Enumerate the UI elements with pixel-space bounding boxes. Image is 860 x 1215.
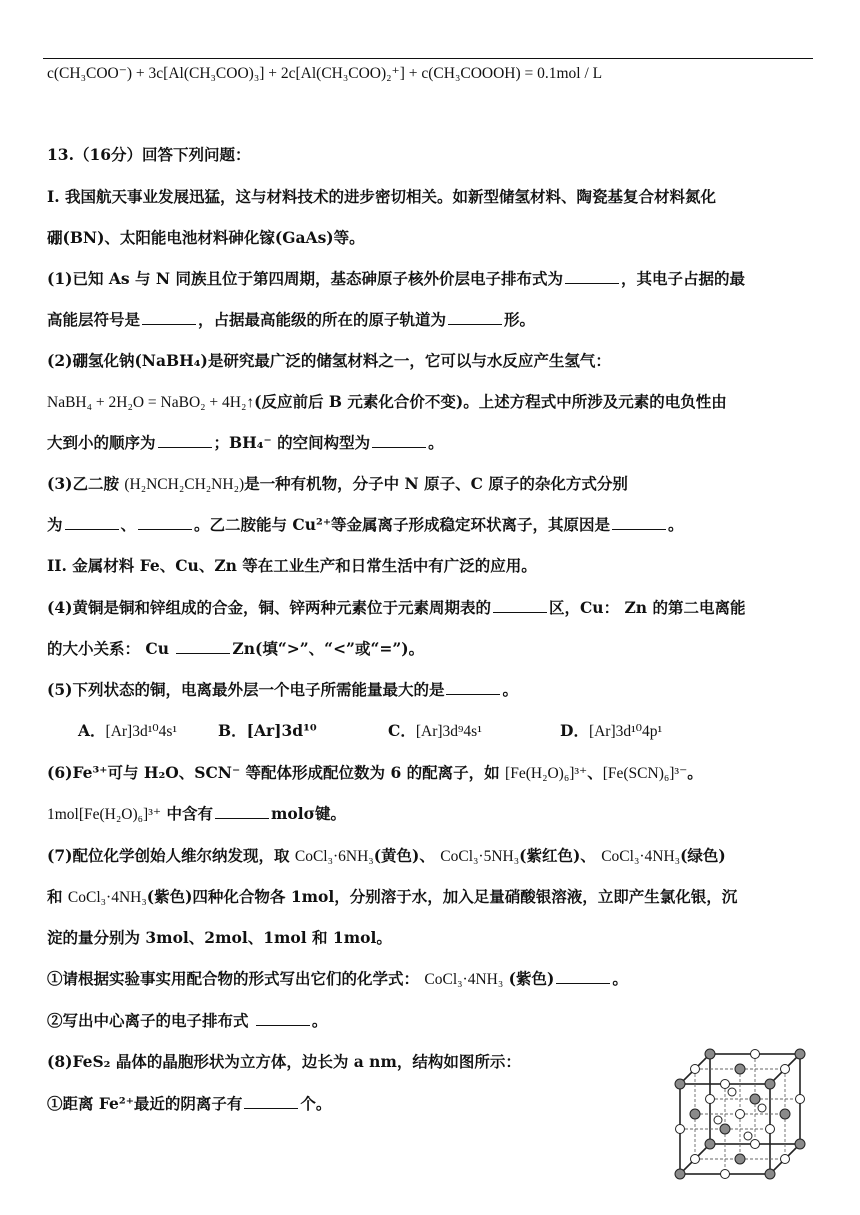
question-13-title: 13.（16分）回答下列问题： [47, 145, 251, 164]
answer-blank-q5[interactable] [446, 680, 500, 695]
q7-color-2: (紫红色)、 [519, 846, 596, 865]
q5-option-a[interactable] [78, 719, 177, 741]
q4-text-a: (4)黄铜是铜和锌组成的合金，铜、锌两种元素位于元素周期表的 [47, 598, 491, 617]
option-label: D． [560, 721, 589, 740]
q7-compound-4: CoCl₃·4NH₃ [67, 889, 147, 906]
q7-line3: 淀的量分别为 3mol、2mol、1mol 和 1mol。 [47, 928, 392, 947]
q3-line2 [47, 514, 817, 536]
q7-line2 [47, 886, 817, 909]
q7-text-b: 和 [47, 887, 63, 906]
q1-text-d: ，占据最高能级的所在的原子轨道为 [198, 310, 447, 329]
q3-text-c: 为 [47, 515, 63, 534]
option-value: [Ar]3d¹⁰4s¹ [105, 723, 177, 740]
q7-sub2 [47, 1010, 817, 1032]
q3-formula: (H₂NCH₂CH₂NH₂) [124, 476, 245, 493]
part1-intro-line1: Ⅰ. 我国航天事业发展迅猛，这与材料技术的进步密切相关。如新型储氢材料、陶瓷基复合材料氮化 [47, 187, 717, 206]
q2-text-d: ；BH₄⁻ 的空间构型为 [213, 433, 371, 452]
q1-text-b: ，其电子占据的最 [620, 269, 745, 288]
option-label: B． [218, 721, 247, 740]
q3-text-e: 。乙二胺能与 Cu²⁺等金属离子形成稳定环状离子，其原因是 [194, 515, 611, 534]
q6-text-c: molσ键。 [270, 804, 347, 823]
q1-text-c: 高能层符号是 [47, 310, 141, 329]
answer-blank-q1-a[interactable] [565, 269, 619, 284]
answer-blank-q3-c[interactable] [612, 515, 666, 530]
answer-blank-q4-a[interactable] [493, 598, 547, 613]
answer-blank-q2-a[interactable] [158, 433, 212, 448]
q6-ion-1: [Fe(H₂O)₆]³⁺ [505, 765, 588, 782]
q5-option-b[interactable] [218, 719, 317, 741]
q7-compound-1: CoCl₃·6NH₃ [294, 848, 374, 865]
part2-intro: II. 金属材料 Fe、Cu、Zn 等在工业生产和日常生活中有广泛的应用。 [47, 556, 537, 575]
q7-sub1-text-b: (紫色) [508, 969, 555, 988]
answer-blank-q6[interactable] [215, 804, 269, 819]
answer-blank-q2-b[interactable] [372, 433, 426, 448]
q1-line2 [47, 309, 817, 331]
q4-line2 [47, 638, 817, 660]
q7-text-c: (紫色)四种化合物各 1mol，分别溶于水，加入足量硝酸银溶液，立即产生氯化银，沉 [146, 887, 738, 906]
option-value: [Ar]3d⁹4s¹ [415, 723, 482, 740]
q2-line3 [47, 432, 817, 454]
q3-text-d: 、 [120, 515, 137, 534]
q3-line1 [47, 473, 817, 496]
part1-intro-line2: 硼(BN)、太阳能电池材料砷化镓(GaAs)等。 [47, 228, 365, 247]
q7-sub1-formula: CoCl₃·4NH₃ [424, 971, 504, 988]
q2-line2 [47, 391, 817, 414]
option-value: [Ar]3d¹⁰ [246, 721, 317, 740]
q7-color-1: (黄色)、 [373, 846, 435, 865]
q6-line1 [47, 762, 817, 785]
q2-text-c: 大到小的顺序为 [47, 433, 156, 452]
q6-separator: 、 [587, 763, 603, 782]
q8-sub1-text-b: 个。 [300, 1094, 332, 1113]
q4-text-c: 的大小关系： Cu [47, 639, 170, 658]
top-rule [43, 58, 813, 59]
option-label: C． [388, 721, 416, 740]
top-formula: c(CH₃COO⁻) + 3c[Al(CH₃COO)₃] + 2c[Al(CH₃COO)₂⁺] + c(CH₃COOOH) = 0.1mol / L [47, 65, 603, 82]
q3-text-a: (3)乙二胺 [47, 474, 119, 493]
atoms [675, 1049, 805, 1179]
q1-line1 [47, 268, 817, 290]
q7-text-a: (7)配位化学创始人维尔纳发现，取 [47, 846, 290, 865]
q7-compound-3: CoCl₃·4NH₃ [601, 848, 681, 865]
q5-text-a: (5)下列状态的铜，电离最外层一个电子所需能量最大的是 [47, 680, 445, 699]
q7-color-3: (绿色) [680, 846, 726, 865]
q5-text-b: 。 [502, 680, 518, 699]
q6-text-b: 中含有 [166, 804, 213, 823]
option-label: A． [78, 721, 106, 740]
q8-sub1-text-a: ①距离 Fe²⁺最近的阴离子有 [47, 1094, 243, 1113]
q1-text-e: 形。 [504, 310, 536, 329]
q2-text-e: 。 [428, 433, 444, 452]
answer-blank-q1-c[interactable] [448, 310, 502, 325]
q2-text-b: (反应前后 B 元素化合价不变)。上述方程式中所涉及元素的电负性由 [254, 392, 727, 411]
fes2-unit-cell-figure [660, 1040, 820, 1200]
q4-text-d: Zn(填“>”、“<”或“=”)。 [232, 639, 425, 658]
q5-option-d[interactable] [560, 719, 662, 741]
q3-text-b: 是一种有机物，分子中 N 原子、C 原子的杂化方式分别 [244, 474, 628, 493]
q6-ion-2: [Fe(SCN)₆]³⁻ [602, 765, 688, 782]
answer-blank-q3-b[interactable] [138, 515, 192, 530]
q5-line1 [47, 679, 817, 701]
q4-line1 [47, 597, 817, 619]
option-value: [Ar]3d¹⁰4p¹ [588, 723, 663, 740]
q6-line2 [47, 803, 817, 826]
q2-line1: (2)硼氢化钠(NaBH₄)是研究最广泛的储氢材料之一，它可以与水反应产生氢气： [47, 351, 611, 370]
q7-sub2-text-a: ②写出中心离子的电子排布式 [47, 1011, 249, 1030]
q6-end: 。 [687, 763, 703, 782]
q7-sub1-text-c: 。 [612, 969, 628, 988]
answer-blank-q7-a[interactable] [556, 969, 610, 984]
answer-blank-q4-b[interactable] [176, 639, 230, 654]
q7-compound-2: CoCl₃·5NH₃ [440, 848, 520, 865]
q7-sub2-text-b: 。 [311, 1011, 328, 1030]
q7-sub1-text-a: ①请根据实验事实用配合物的形式写出它们的化学式： [47, 969, 420, 988]
q6-text-a: (6)Fe³⁺可与 H₂O、SCN⁻ 等配体形成配位数为 6 的配离子，如 [47, 763, 500, 782]
answer-blank-q8[interactable] [244, 1094, 298, 1109]
q3-text-f: 。 [668, 515, 684, 534]
q1-text-a: (1)已知 As 与 N 同族且位于第四周期，基态砷原子核外价层电子排布式为 [47, 269, 563, 288]
q4-text-b: 区，Cu： Zn 的第二电离能 [548, 598, 746, 617]
answer-blank-q3-a[interactable] [65, 515, 119, 530]
answer-blank-q1-b[interactable] [142, 310, 196, 325]
q6-formula: 1mol[Fe(H₂O)₆]³⁺ [47, 806, 162, 823]
q2-equation: NaBH₄ + 2H₂O = NaBO₂ + 4H₂↑ [47, 394, 255, 411]
q7-line1 [47, 845, 817, 868]
q7-sub1 [47, 968, 817, 991]
answer-blank-q7-b[interactable] [256, 1011, 310, 1026]
q5-option-c[interactable] [388, 719, 482, 741]
q8-line1: (8)FeS₂ 晶体的晶胞形状为立方体，边长为 a nm，结构如图所示： [47, 1052, 521, 1071]
